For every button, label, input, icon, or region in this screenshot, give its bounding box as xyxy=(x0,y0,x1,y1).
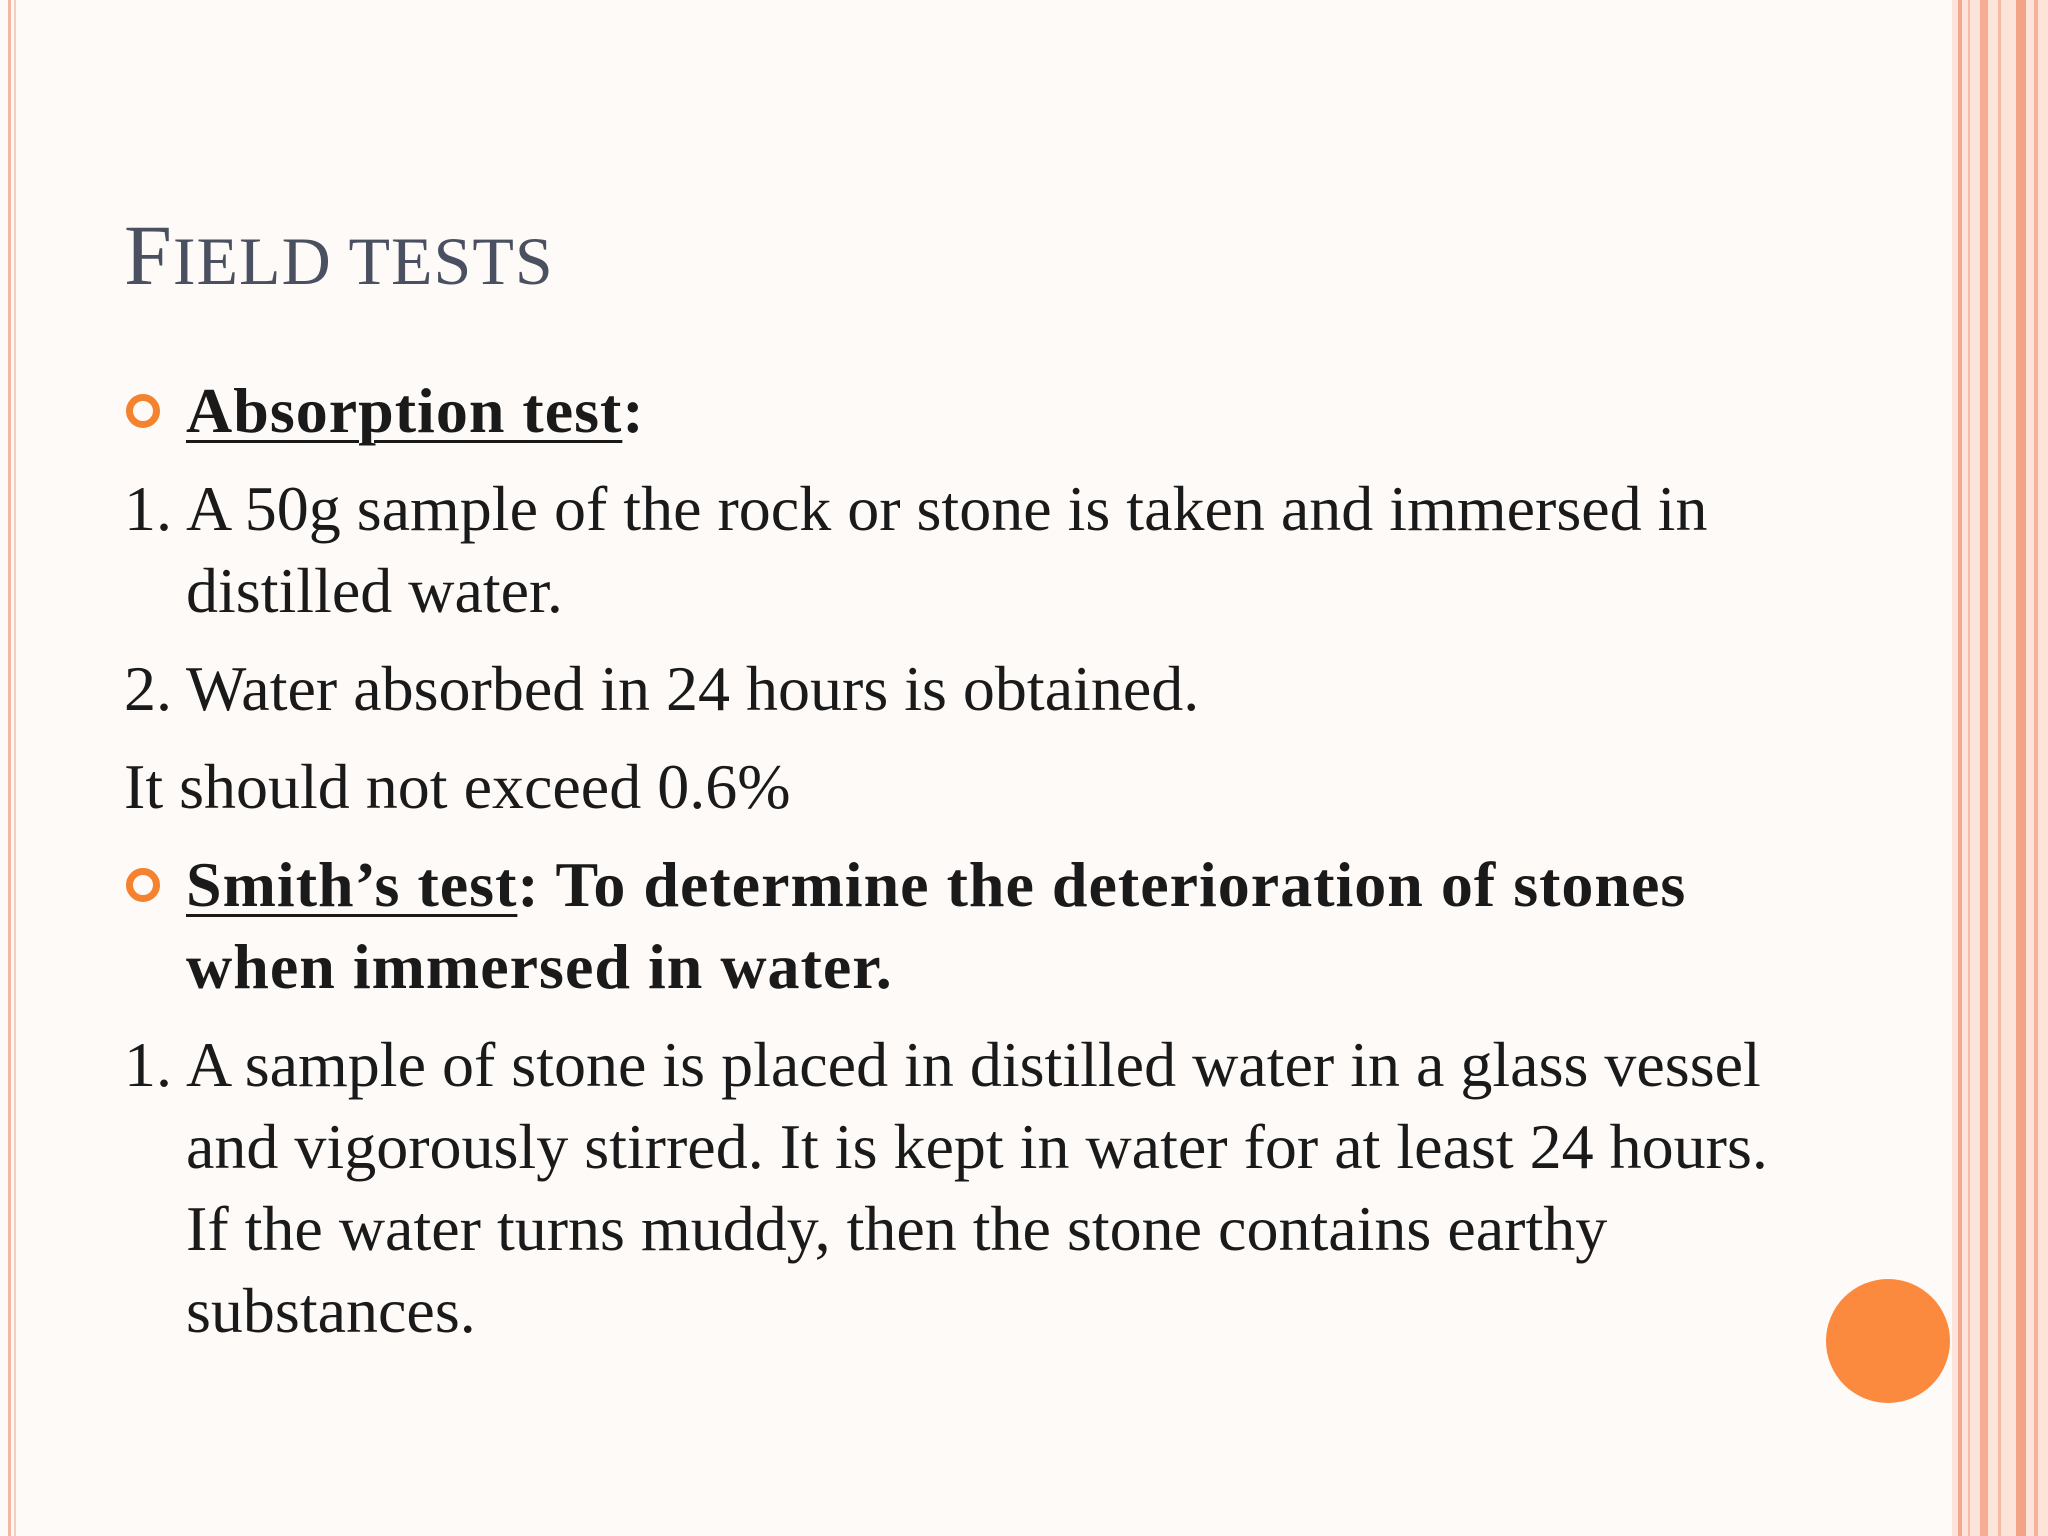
list-item-text: A 50g sample of the rock or stone is taken and immersed in distilled water. xyxy=(186,473,1708,626)
absorption-heading-text: Absorption test xyxy=(186,375,623,446)
absorption-heading-suffix: : xyxy=(622,375,645,446)
left-border-line xyxy=(8,0,11,1536)
hollow-circle-bullet-icon xyxy=(126,868,160,902)
list-item xyxy=(124,648,1824,730)
list-item-number: 1. xyxy=(124,1029,172,1100)
list-item xyxy=(124,1024,1824,1352)
list-item-text: Water absorbed in 24 hours is obtained. xyxy=(186,653,1200,724)
right-stripe xyxy=(1980,0,1988,1536)
hollow-circle-bullet-icon xyxy=(126,394,160,428)
list-item-number: 2. xyxy=(124,653,172,724)
orange-circle-decoration xyxy=(1826,1279,1950,1403)
left-border-line-inner xyxy=(14,0,16,1536)
right-stripe xyxy=(1998,0,2001,1536)
right-stripe xyxy=(2034,0,2038,1536)
right-stripe xyxy=(2016,0,2026,1536)
right-stripe xyxy=(1958,0,1962,1536)
list-item-text: A sample of stone is placed in distilled water in a glass vessel and vigorously stirred. It is kept in water for at least 24 hours. If the water turns muddy, then the stone contains earthy substances. xyxy=(186,1029,1768,1346)
slide-title xyxy=(124,207,554,303)
slide-title-initial: F xyxy=(124,207,173,303)
right-stripe xyxy=(1968,0,1970,1536)
absorption-note: It should not exceed 0.6% xyxy=(124,751,791,822)
slide-body xyxy=(124,370,1824,1368)
smiths-test-heading xyxy=(124,844,1824,1008)
slide-title-rest: IELD TESTS xyxy=(172,223,554,299)
absorption-test-heading xyxy=(124,370,1824,452)
smiths-heading-suffix: : To determine the deterioration of stones when immersed in water. xyxy=(186,849,1687,1002)
list-item xyxy=(124,468,1824,632)
smiths-heading-text: Smith’s test xyxy=(186,849,518,920)
list-item-number: 1. xyxy=(124,473,172,544)
